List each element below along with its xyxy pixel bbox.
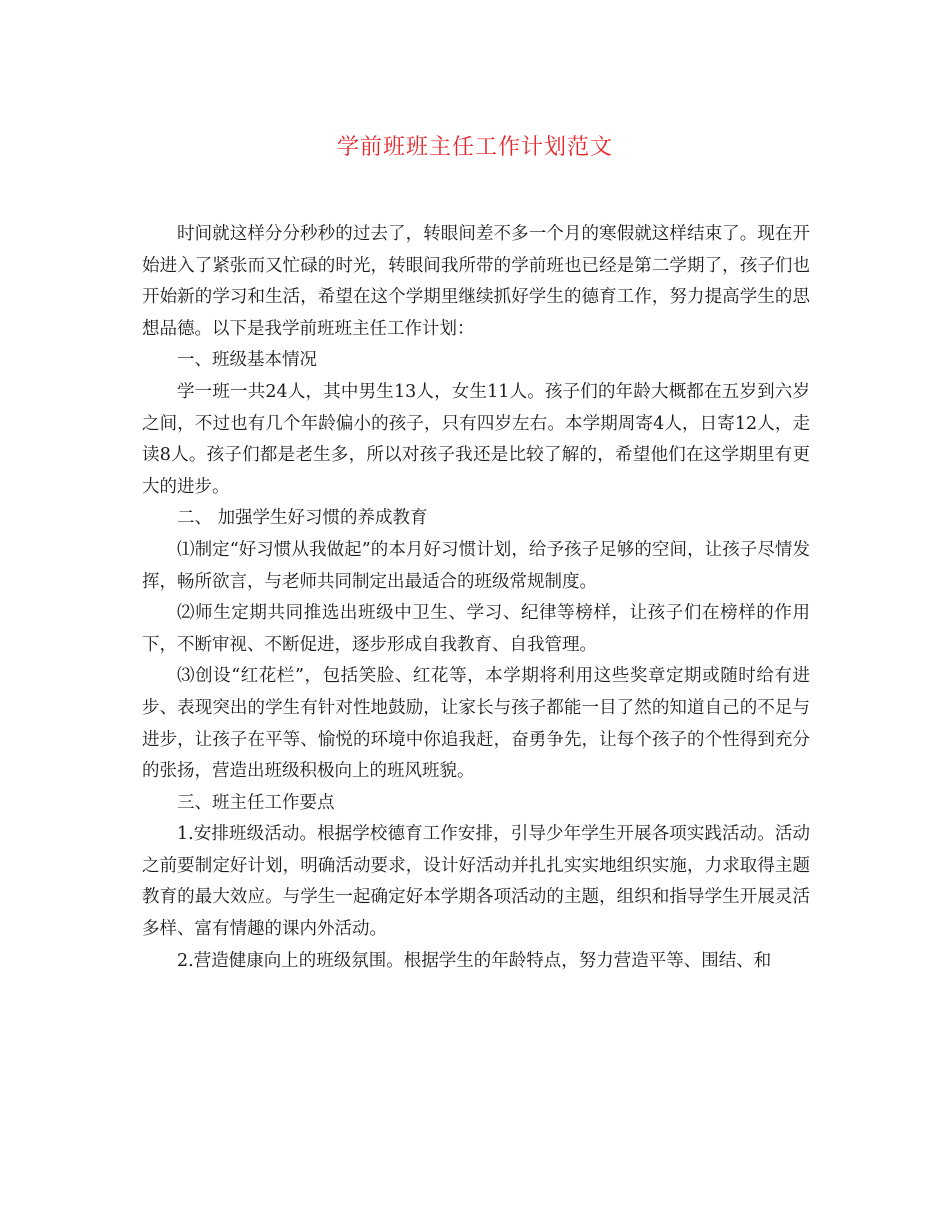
paragraph-class-info: 学一班一共24人，其中男生13人，女生11人。孩子们的年龄大概都在五岁到六岁之间，不过也有几个年龄偏小的孩子，只有四岁左右。本学期周寄4人，日寄12人，走读8人。孩子们都是老生多，所以对孩子我还是比较了解的，希望他们在这学期里有更大的进步。 — [142, 381, 810, 497]
section-heading-class-info: 一、班级基本情况 — [177, 350, 317, 371]
paragraph-habit-2: ⑵师生定期共同推选出班级中卫生、学习、纪律等榜样，让孩子们在榜样的作用下，不断审视、不断促进，逐步形成自我教育、自我管理。 — [142, 603, 810, 655]
document-title: 学前班班主任工作计划范文 — [336, 135, 613, 160]
paragraph-key-point-1: 1.安排班级活动。根据学校德育工作安排，引导少年学生开展各项实践活动。活动之前要制定好计划，明确活动要求，设计好活动并扎扎实实地组织实施，力求取得主题教育的最大效应。与学生一起确定好本学期各项活动的主题，组织和指导学生开展灵活多样、富有情趣的课内外活动。 — [142, 824, 810, 940]
section-heading-habits: 二、 加强学生好习惯的养成教育 — [177, 508, 428, 529]
paragraph-key-point-2: 2.营造健康向上的班级氛围。根据学生的年龄特点，努力营造平等、围结、和 — [177, 950, 772, 971]
paragraph-habit-3: ⑶创设“红花栏”，包括笑脸、红花等，本学期将利用这些奖章定期或随时给有进步、表现突出的学生有针对性地鼓励，让家长与孩子都能一目了然的知道自己的不足与进步，让孩子在平等、愉悦的环境中你追我赶，奋勇争先，让每个孩子的个性得到充分的张扬，营造出班级积极向上的班风班貌。 — [142, 666, 810, 782]
paragraph-habit-1: ⑴制定“好习惯从我做起”的本月好习惯计划，给予孩子足够的空间，让孩子尽情发挥，畅所欲言，与老师共同制定出最适合的班级常规制度。 — [142, 539, 810, 592]
document-body — [142, 219, 810, 977]
paragraph-intro: 时间就这样分分秒秒的过去了，转眼间差不多一个月的寒假就这样结束了。现在开始进入了紧张而又忙碌的时光，转眼间我所带的学前班也已经是第二学期了，孩子们也开始新的学习和生活，希望在这个学期里继续抓好学生的德育工作，努力提高学生的思想品德。以下是我学前班班主任工作计划： — [142, 224, 810, 339]
section-heading-key-points: 三、班主任工作要点 — [177, 792, 335, 813]
